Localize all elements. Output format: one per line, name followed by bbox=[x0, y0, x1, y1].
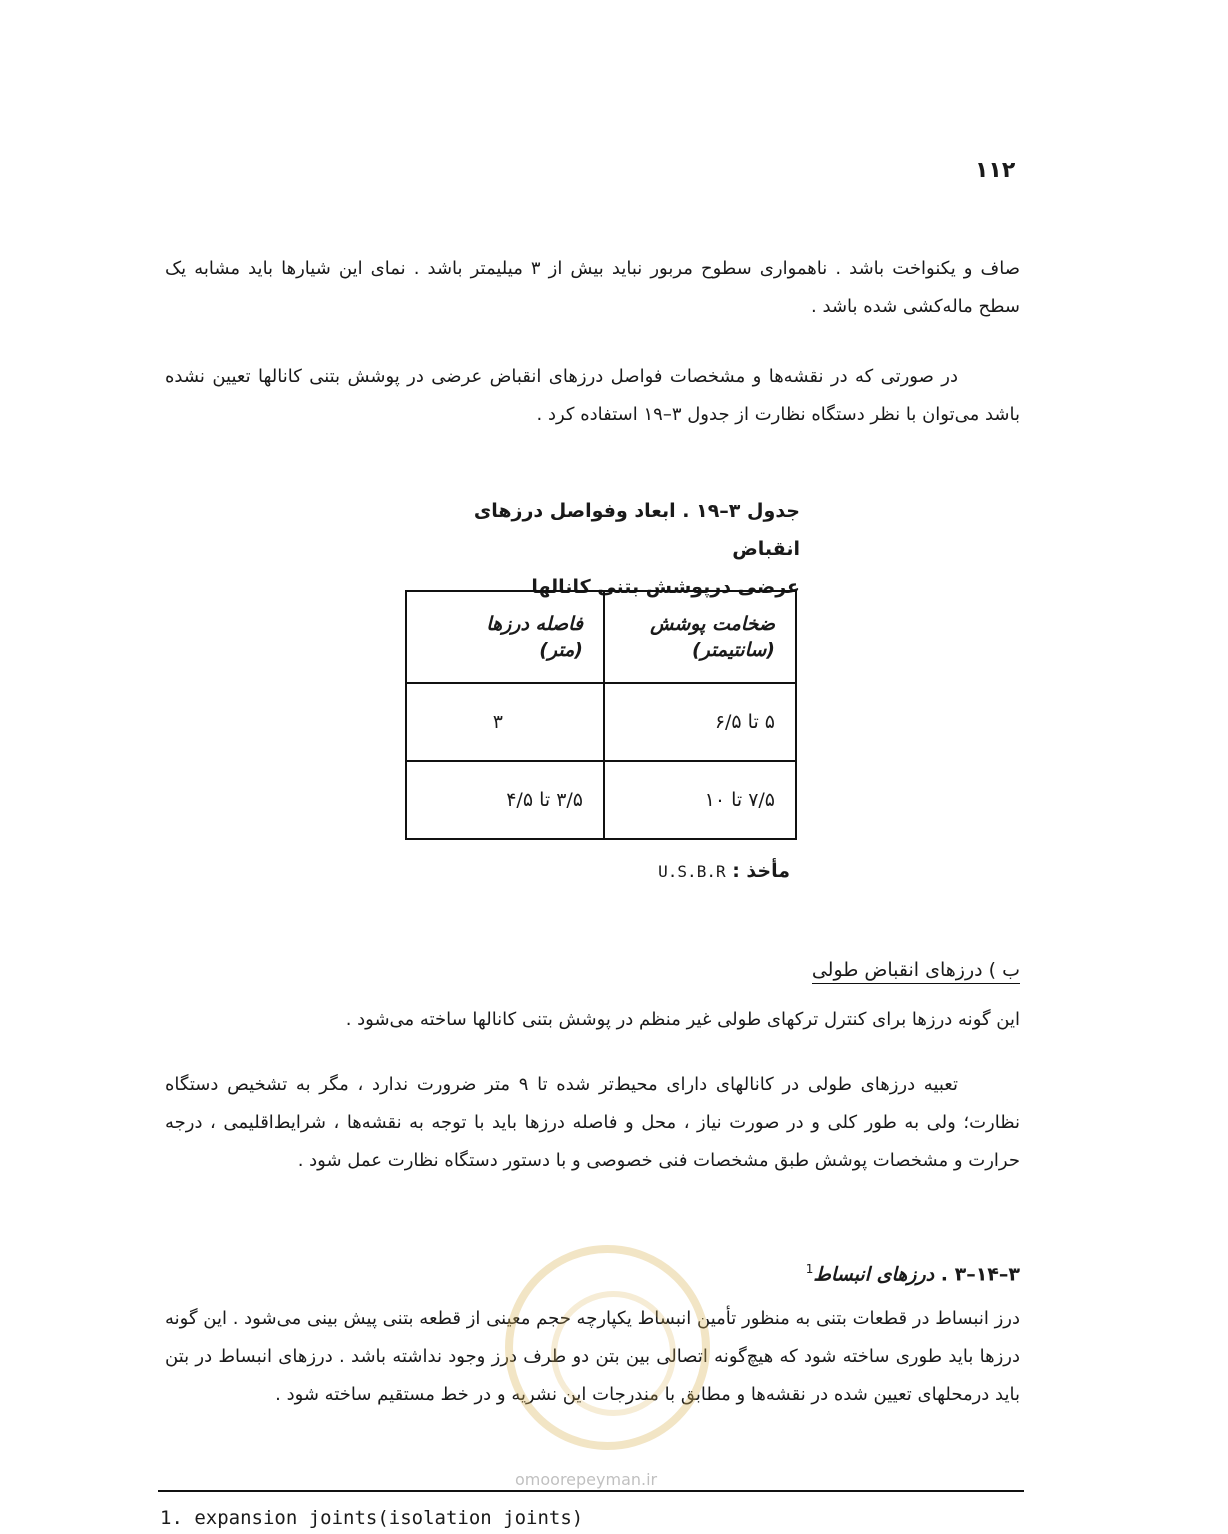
table-cell: ۳ bbox=[406, 683, 604, 761]
table-source bbox=[600, 860, 790, 882]
table-caption bbox=[400, 492, 800, 606]
subsection-number: ۳–۱۴–۳ . bbox=[940, 1263, 1020, 1286]
source-label: مأخذ : bbox=[732, 860, 790, 882]
table-header-thickness: ضخامت پوشش (سانتیمتر) bbox=[604, 591, 796, 683]
paragraph-expansion-joints: درز انبساط در قطعات بتنی به منظور تأمین انبساط یکپارچه حجم معینی از قطعه بتنی پیش بینی می‌شود . این گونه درزها باید طوری ساخته شود که هیچ‌گونه اتصالی بین بتن دو طرف درز وجود نداشته باشد . درزهای انبساط در بتن باید درمحلهای تعیین شده در نقشه‌ها و مطابق با مندرجات این نشریه و در خط مستقیم ساخته شود . bbox=[165, 1308, 1020, 1405]
footnote-marker: 1 bbox=[805, 1262, 814, 1276]
subsection-title: درزهای انبساط bbox=[813, 1263, 935, 1286]
footnote: 1. expansion joints(isolation joints) bbox=[160, 1507, 584, 1529]
watermark-seal-icon bbox=[505, 1245, 710, 1450]
section-b-heading: ب ) درزهای انقباض طولی bbox=[700, 955, 1020, 985]
paragraph-surface-finish: صاف و یکنواخت باشد . ناهمواری سطوح مربور نباید بیش از ۳ میلیمتر باشد . نمای این شیارها باید مشابه یک سطح ماله‌کشی شده باشد . bbox=[165, 258, 1020, 317]
table-row bbox=[406, 761, 796, 839]
joint-spacing-table bbox=[405, 590, 797, 840]
footnote-divider bbox=[158, 1490, 1024, 1492]
table-cell: ۵ تا ۶/۵ bbox=[604, 683, 796, 761]
paragraph-longitudinal-details: تعبیه درزهای طولی در کانالهای دارای محیط‌تر شده تا ۹ متر ضرورت ندارد ، مگر به تشخیص دستگاه نظارت؛ ولی به طور کلی و در صورت نیاز ، محل و فاصله درزها باید با توجه به نقشه‌ها ، شرایط‌اقلیمی ، درجه حرارت و مشخصات پوشش طبق مشخصات فنی خصوصی و با دستور دستگاه نظارت عمل شود . bbox=[165, 1074, 1020, 1171]
page-number: ۱۱۲ bbox=[975, 158, 1016, 183]
table-cell: ۳/۵ تا ۴/۵ bbox=[406, 761, 604, 839]
paragraph-longitudinal-purpose: این گونه درزها برای کنترل ترکهای طولی غیر منظم در پوشش بتنی کانالها ساخته می‌شود . bbox=[345, 1009, 1020, 1030]
watermark-text: omoorepeyman.ir bbox=[515, 1470, 658, 1489]
source-value: U.S.B.R bbox=[658, 862, 726, 881]
table-header-spacing: فاصله درزها (متر) bbox=[406, 591, 604, 683]
table-header-row bbox=[406, 591, 796, 683]
table-caption-line2: عرضی درپوشش بتنی کانالها bbox=[531, 576, 800, 598]
table-row bbox=[406, 683, 796, 761]
table-cell: ۷/۵ تا ۱۰ bbox=[604, 761, 796, 839]
paragraph-transverse-joints: در صورتی که در نقشه‌ها و مشخصات فواصل درزهای انقباض عرضی در پوشش بتنی کانالها تعیین نشده باشد می‌توان با نظر دستگاه نظارت از جدول ۳–۱۹ استفاده کرد . bbox=[165, 366, 1020, 425]
table-caption-line1: جدول ۳–۱۹ . ابعاد وفواصل درزهای انقباض bbox=[473, 500, 800, 560]
